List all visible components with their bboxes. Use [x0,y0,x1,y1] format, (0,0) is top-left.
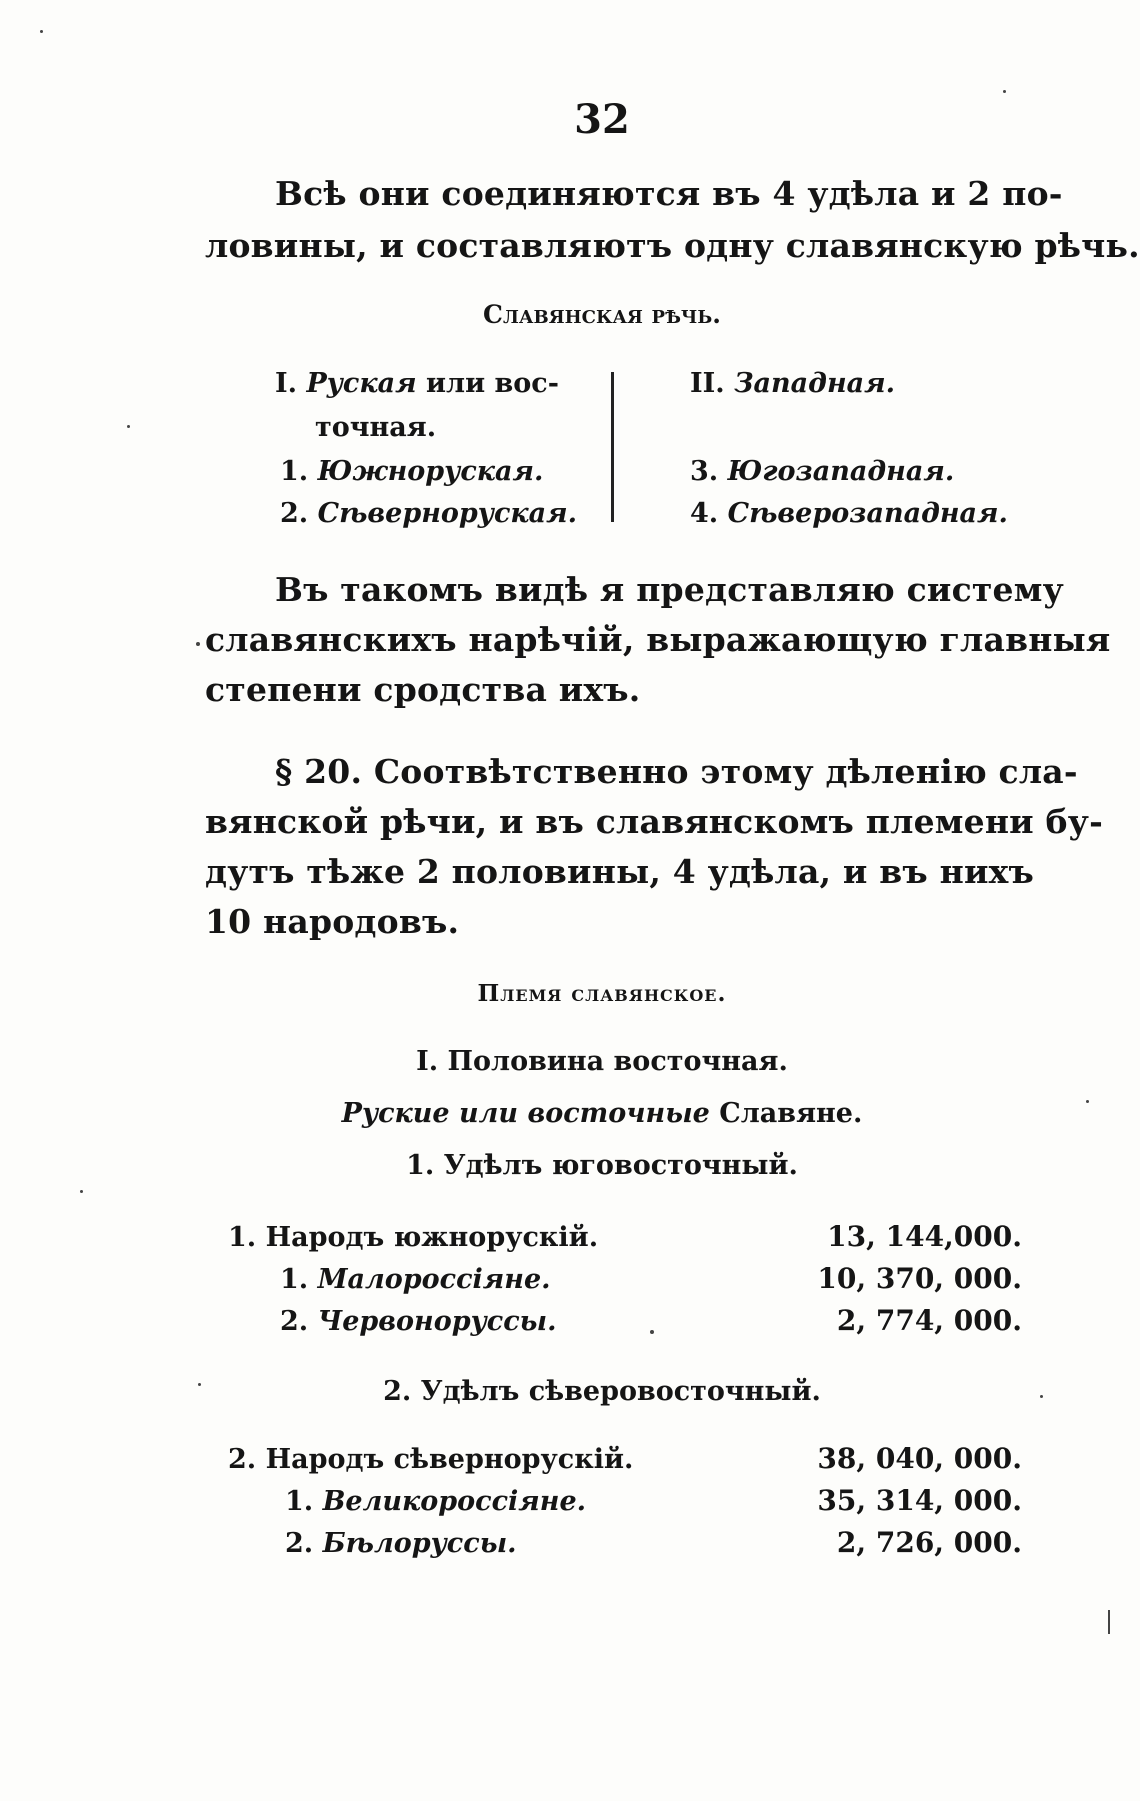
item-name: Южноруская. [317,456,544,487]
scan-speck [650,1330,654,1334]
speech-left-heading-line2: точная. [315,412,437,443]
nation-row [228,1444,633,1475]
subtitle-italic-2: восточные [527,1098,710,1129]
speech-right-heading [690,368,895,399]
row-number: 1. [280,1264,309,1295]
speech-table-title: Славянская рѣчь. [483,300,721,329]
item-number: 1. [280,456,309,487]
half-subtitle [0,1098,1140,1129]
item-number: 2. [280,498,309,529]
paragraph-1-line: Въ такомъ видѣ я представляю систему [275,570,1064,609]
speech-right-num: II. [690,368,725,399]
speech-left-italic: Руская [306,368,417,399]
speech-left-rest: или вос- [426,368,559,399]
scan-speck [40,30,43,33]
scan-speck [1040,1395,1043,1398]
nation-name: Народъ сѣвернорускій. [265,1444,634,1475]
nation-population: 13, 144,000. [827,1220,1022,1253]
subtitle-end: Славяне. [719,1098,863,1129]
speech-left-item [280,456,543,487]
scan-speck [127,425,130,428]
speech-right-item [690,456,954,487]
scan-speck [196,642,200,646]
people-name: Бѣлоруссы. [322,1528,517,1559]
scan-speck [1086,1100,1089,1103]
row-number: 1. [228,1222,257,1253]
intro-line-2: ловины, и составляютъ одну славянскую рѣчь. [205,226,1140,265]
half-title: I. Половина восточная. [416,1046,788,1077]
item-name: Сѣверозападная. [727,498,1008,529]
people-name: Малороссіяне. [317,1264,551,1295]
people-row [285,1528,517,1559]
subtitle-italic-1: Руские [341,1098,450,1129]
people-row [280,1306,557,1337]
paragraph-1-line: славянскихъ нарѣчій, выражающую главныя [205,620,1111,659]
nation-name: Народъ южнорускій. [265,1222,599,1253]
speech-left-num: I. [275,368,298,399]
speech-right-italic: Западная. [734,368,896,399]
scan-speck [1003,90,1006,93]
scan-speck [80,1190,83,1193]
tribe-title: Племя славянское. [477,980,727,1007]
paragraph-1-line: степени сродства ихъ. [205,670,641,709]
row-number: 1. [285,1486,314,1517]
people-population: 10, 370, 000. [817,1262,1022,1295]
row-number: 2. [228,1444,257,1475]
people-name: Червоноруссы. [317,1306,557,1337]
people-population: 2, 774, 000. [836,1304,1022,1337]
column-divider [611,372,614,522]
speech-left-item [280,498,577,529]
people-row [285,1486,586,1517]
speech-right-item [690,498,1008,529]
item-name: Сѣверноруская. [317,498,578,529]
scan-mark [1108,1610,1110,1634]
page-number: 32 [574,96,630,143]
paragraph-2-line: дутъ тѣже 2 половины, 4 удѣла, и въ нихъ [205,852,1035,891]
nation-row [228,1222,598,1253]
district-title: 1. Удѣлъ юговосточный. [406,1150,798,1181]
people-population: 35, 314, 000. [817,1484,1022,1517]
item-number: 3. [690,456,719,487]
item-name: Югозападная. [727,456,955,487]
subtitle-mid: или [459,1098,519,1129]
intro-line-1: Всѣ они соединяются въ 4 удѣла и 2 по- [275,174,1063,213]
paragraph-2-line: вянской рѣчи, и въ славянскомъ племени бу- [205,802,1103,841]
paragraph-2-line: 10 народовъ. [205,902,460,941]
paragraph-2-line: § 20. Соотвѣтственно этому дѣленію сла- [275,752,1078,791]
district-title: 2. Удѣлъ сѣверовосточный. [383,1376,821,1407]
item-number: 4. [690,498,719,529]
people-row [280,1264,551,1295]
row-number: 2. [285,1528,314,1559]
people-name: Великороссіяне. [322,1486,587,1517]
nation-population: 38, 040, 000. [817,1442,1022,1475]
speech-left-heading [275,368,559,399]
people-population: 2, 726, 000. [836,1526,1022,1559]
scan-speck [198,1383,201,1386]
row-number: 2. [280,1306,309,1337]
